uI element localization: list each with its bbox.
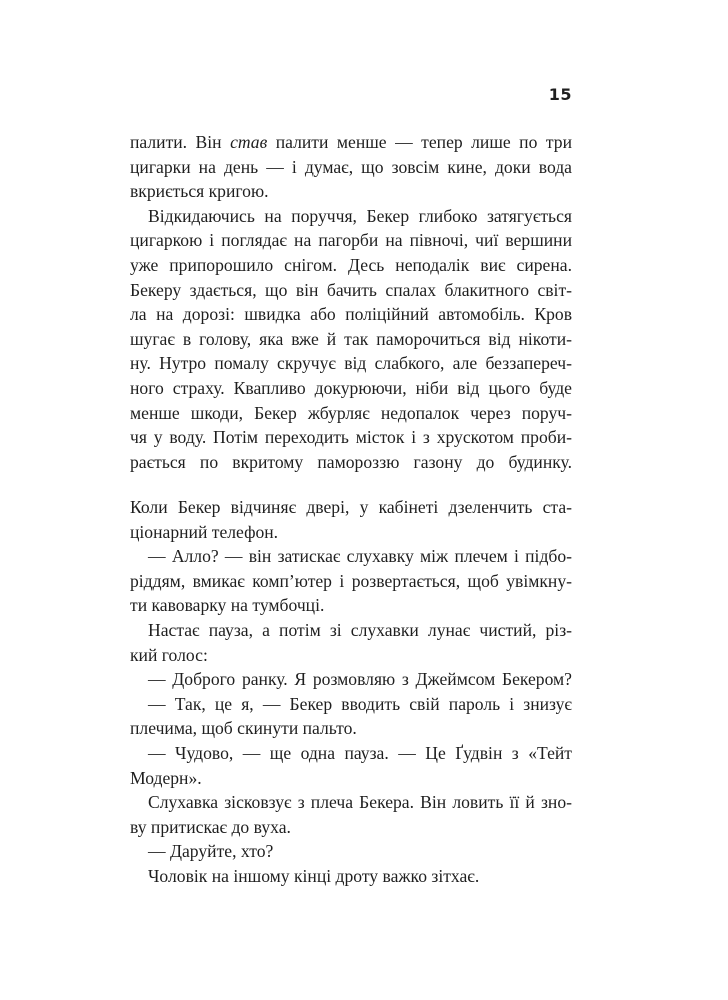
text-block-1 [130, 130, 572, 474]
text-line [130, 130, 572, 155]
text-line: ву притискає до вуха. [130, 816, 291, 837]
text-line: плечима, щоб скинути пальто. [130, 718, 357, 739]
text-line: цигаркою і поглядає на пагорби на півночі, чиї вершини [130, 230, 572, 251]
text-line: Бекеру здається, що він бачить спалах блакитного світ- [130, 279, 572, 300]
text-line: чя у воду. Потім переходить місток і з хрускотом проби- [130, 427, 572, 448]
text-line: Настає пауза, а потім зі слухавки лунає чистий, різ- [148, 619, 572, 640]
page-number: 15 [548, 85, 572, 104]
text-line: — Алло? — він затискає слухавку між плечем і підбо- [148, 546, 572, 567]
text-line: ну. Нутро помалу скручує від слабкого, але беззапереч- [130, 353, 572, 374]
text-line: — Так, це я, — Бекер вводить свій пароль і знизує [148, 693, 572, 714]
text-line: Слухавка зісковзує з плеча Бекера. Він ловить її й зно- [148, 792, 572, 813]
text-block-2 [130, 495, 572, 889]
text-line: цигарки на день — і думає, що зовсім кине, доки вода [130, 156, 572, 177]
text-line: — Чудово, — ще одна пауза. — Це Ґудвін з «Тейт [148, 742, 572, 763]
text-line: ціонарний телефон. [130, 521, 279, 542]
text-line: Модерн». [130, 767, 202, 788]
text-line: кий голос: [130, 644, 208, 665]
text-line: Відкидаючись на поруччя, Бекер глибоко затягується [148, 205, 572, 226]
text-line: — Доброго ранку. Я розмовляю з Джеймсом Бекером? [148, 669, 572, 690]
text-line: менше шкоди, Бекер жбурляє недопалок через поруч- [130, 402, 572, 423]
text-line: рається по вкритому памороззю газону до будинку. [130, 451, 572, 472]
text-line: ла на дорозі: швидка або поліційний автомобіль. Кров [130, 304, 572, 325]
emphasized-word: став [230, 132, 268, 152]
text-line: ти кавоварку на тумбочці. [130, 595, 325, 616]
text-line: уже припорошило снігом. Десь неподалік виє сирена. [130, 254, 572, 275]
text-line: Коли Бекер відчиняє двері, у кабінеті дзеленчить ста- [130, 497, 572, 517]
text-line: Чоловік на іншому кінці дроту важко зітхає. [148, 865, 480, 886]
text-line: вкриється кригою. [130, 181, 269, 202]
text-line: ріддям, вмикає комп’ютер і розвертається, щоб увімкну- [130, 570, 572, 591]
text-line: — Даруйте, хто? [148, 841, 274, 862]
text-line: шугає в голову, яка вже й так паморочиться від нікоти- [130, 328, 572, 349]
line-segment: палити. Він [130, 132, 231, 152]
text-line: ного страху. Квапливо докурюючи, ніби від цього буде [130, 377, 572, 398]
line-segment: палити менше — тепер лише по три [267, 132, 572, 152]
